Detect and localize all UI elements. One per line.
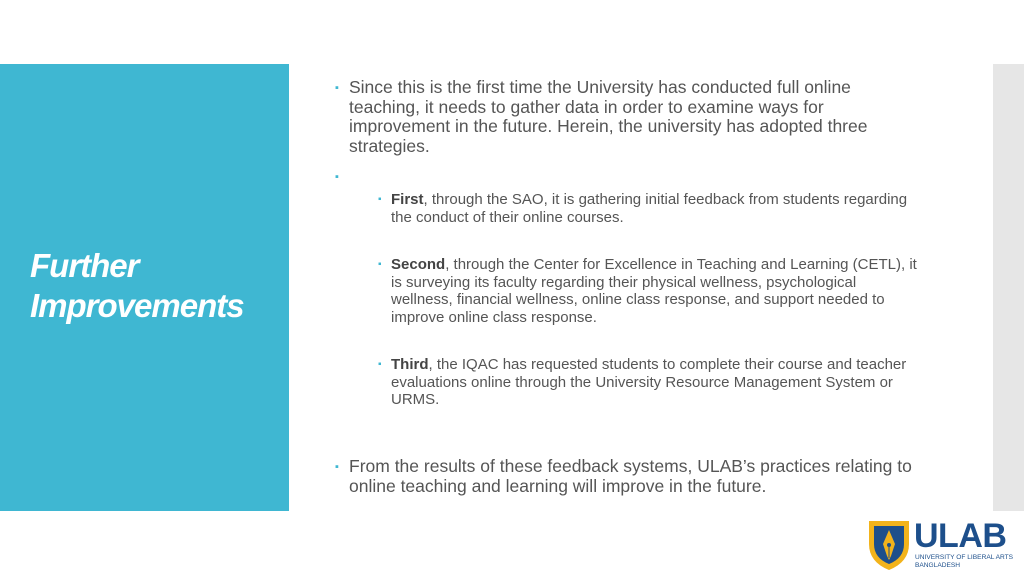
logo-name: ULAB: [914, 517, 1007, 555]
bullet-icon: ▪: [378, 259, 382, 270]
first-label: First: [391, 191, 424, 208]
bullet-second-text: [378, 256, 918, 326]
bullet-first: [378, 191, 918, 226]
bullet-icon: ▪: [335, 461, 339, 473]
slide-title: [30, 246, 280, 326]
bullet-third: [378, 356, 918, 409]
second-label: Second: [391, 256, 446, 273]
logo-subtitle-line2: BANGLADESH: [915, 562, 961, 569]
scrollbar[interactable]: [993, 64, 1024, 511]
second-body: , through the Center for Excellence in Teaching and Learning (CETL), it is surveying its faculty regarding their physical wellness, psychological wellness, financial wellness, online class response, and support needed to improve online class response.: [391, 256, 917, 326]
bullet-second: [378, 256, 918, 326]
bullet-intro: [335, 78, 925, 156]
bullet-icon: ▪: [378, 359, 382, 370]
slide-title-line1: Further: [30, 247, 139, 284]
ulab-logo: [866, 517, 1012, 573]
bullet-first-text: [378, 191, 918, 226]
third-label: Third: [391, 356, 429, 373]
bullet-empty: [335, 167, 355, 187]
bullet-conclusion: [335, 457, 935, 496]
third-body: , the IQAC has requested students to complete their course and teacher evaluations online through the University Resource Management System or URMS.: [391, 356, 907, 408]
bullet-conclusion-text: From the results of these feedback systems, ULAB’s practices relating to online teaching and learning will improve in the future.: [349, 456, 912, 496]
bullet-icon: ▪: [335, 171, 339, 183]
slide-title-line2: Improvements: [30, 287, 244, 324]
bullet-intro-text: Since this is the first time the University has conducted full online teaching, it needs to gather data in order to examine ways for improvement in the future. Herein, the university has adopted three strategies.: [349, 77, 868, 156]
logo-subtitle-line1: UNIVERSITY OF LIBERAL ARTS: [915, 554, 1014, 561]
first-body: , through the SAO, it is gathering initial feedback from students regarding the conduct of their online courses.: [391, 191, 908, 226]
bullet-icon: ▪: [335, 82, 339, 94]
logo-subtitle: [915, 554, 1013, 570]
bullet-third-text: [378, 356, 918, 409]
ulab-shield-pen-icon: [866, 518, 912, 572]
bullet-icon: ▪: [378, 194, 382, 205]
